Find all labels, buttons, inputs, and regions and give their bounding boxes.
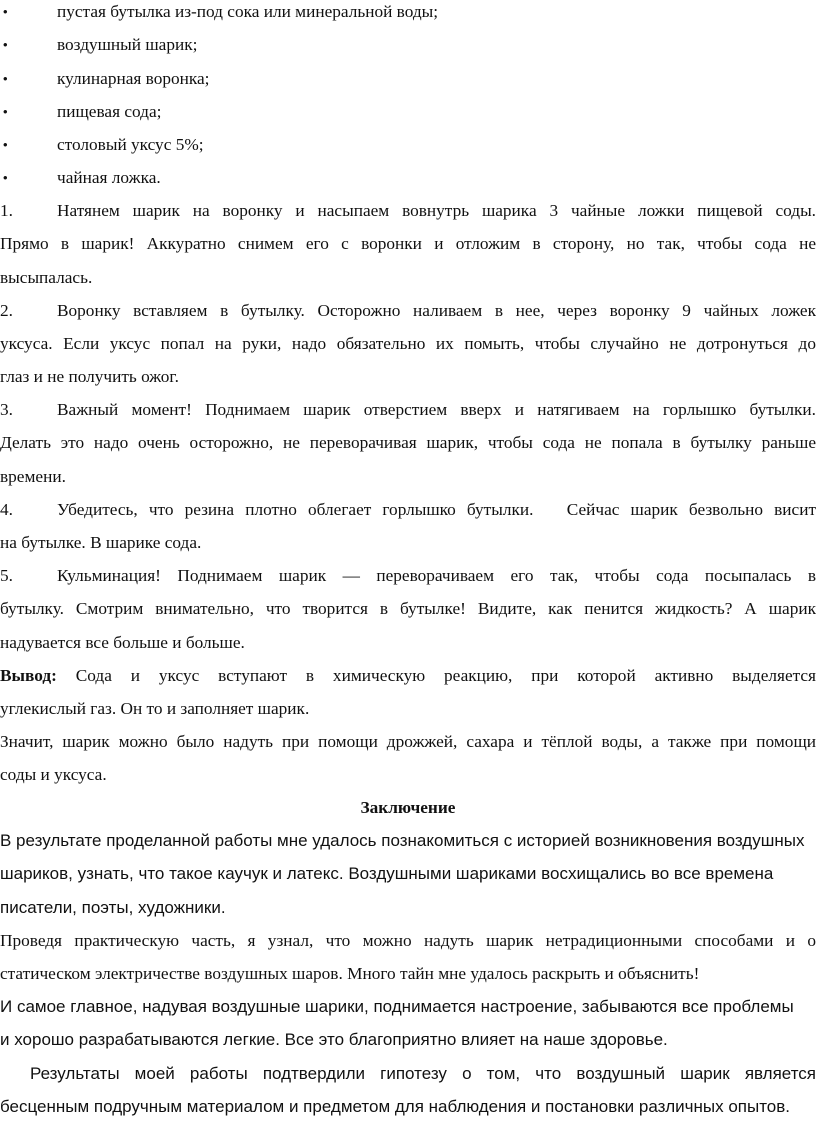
materials-list-item — [0, 33, 816, 57]
final-paragraph-line: Результаты моей работы подтвердили гипотезу о том, что воздушный шарик является — [30, 1064, 816, 1083]
bullet-mark: • — [3, 37, 8, 52]
final-paragraph-line: И самое главное, надувая воздушные шарики, поднимается настроение, забываются все проблемы — [0, 997, 794, 1016]
materials-item-text: чайная ложка. — [57, 168, 161, 187]
step-line: надувается все больше и больше. — [0, 633, 245, 652]
bullet-mark: • — [3, 4, 8, 19]
step-line: уксуса. Если уксус попал на руки, надо обязательно их помыть, чтобы случайно не дотронуться до — [0, 334, 816, 353]
materials-list-item — [0, 133, 816, 157]
section-title: Заключение — [360, 798, 456, 817]
materials-list-item — [0, 0, 816, 24]
step-line: Важный момент! Поднимаем шарик отверстием вверх и натягиваем на горлышко бутылки. — [57, 400, 816, 419]
materials-item-text: кулинарная воронка; — [57, 69, 210, 88]
final-paragraph-line: бесценным подручным материалом и предметом для наблюдения и постановки различных опытов. — [0, 1097, 791, 1116]
summary-line: соды и уксуса. — [0, 765, 107, 784]
bullet-mark: • — [3, 71, 8, 86]
materials-item-text: столовый уксус 5%; — [57, 135, 204, 154]
step-line: Прямо в шарик! Аккуратно снимем его с воронки и отложим в сторону, но так, чтобы сода не — [0, 234, 816, 253]
step-line: времени. — [0, 467, 66, 486]
bullet-mark: • — [3, 104, 8, 119]
final-paragraph-line: писатели, поэты, художники. — [0, 898, 226, 917]
bullet-mark: • — [3, 170, 8, 185]
step-line: Кульминация! Поднимаем шарик — переворачиваем его так, чтобы сода посыпалась в — [57, 566, 816, 585]
materials-list-item — [0, 166, 816, 190]
step-2 — [0, 299, 816, 323]
summary-line: Значит, шарик можно было надуть при помощи дрожжей, сахара и тёплой воды, а также при помощи — [0, 732, 816, 751]
step-line: Убедитесь, что резина плотно облегает горлышко бутылки. Сейчас шарик безвольно висит — [57, 500, 816, 519]
final-paragraph-line: и хорошо разрабатываются легкие. Все это благоприятно влияет на наше здоровье. — [0, 1030, 668, 1049]
final-paragraph-line: Проведя практическую часть, я узнал, что можно надуть шарик нетрадиционными способами и о — [0, 931, 816, 950]
conclusion-text: Сода и уксус вступают в химическую реакцию, при которой активно выделяется — [75, 666, 816, 685]
step-line: глаз и не получить ожог. — [0, 367, 179, 386]
step-number: 2. — [0, 301, 13, 320]
materials-list-item — [0, 100, 816, 124]
step-line: Воронку вставляем в бутылку. Осторожно наливаем в нее, через воронку 9 чайных ложек — [57, 301, 816, 320]
bullet-mark: • — [3, 137, 8, 152]
step-1 — [0, 199, 816, 223]
conclusion-paragraph — [0, 664, 816, 688]
materials-list-item — [0, 67, 816, 91]
materials-item-text: пустая бутылка из-под сока или минеральной воды; — [57, 2, 439, 21]
final-paragraph-line: статическом электричестве воздушных шаров. Много тайн мне удалось раскрыть и объяснить! — [0, 964, 700, 983]
step-line: высыпалась. — [0, 268, 93, 287]
step-number: 4. — [0, 500, 13, 519]
final-paragraph-line: шариков, узнать, что такое каучук и латекс. Воздушными шариками восхищались во все времена — [0, 864, 774, 883]
conclusion-label: Вывод: — [0, 666, 57, 685]
step-number: 5. — [0, 566, 13, 585]
conclusion-line: углекислый газ. Он то и заполняет шарик. — [0, 699, 310, 718]
step-number: 1. — [0, 201, 13, 220]
materials-item-text: воздушный шарик; — [57, 35, 198, 54]
step-3 — [0, 398, 816, 422]
step-line: Натянем шарик на воронку и насыпаем вовнутрь шарика 3 чайные ложки пищевой соды. — [57, 201, 816, 220]
step-line: бутылку. Смотрим внимательно, что творится в бутылке! Видите, как пенится жидкость? А шарик — [0, 599, 816, 618]
step-4 — [0, 498, 816, 522]
materials-item-text: пищевая сода; — [57, 102, 162, 121]
step-number: 3. — [0, 400, 13, 419]
final-paragraph-line: В результате проделанной работы мне удалось познакомиться с историей возникновения воздушных — [0, 831, 805, 850]
step-5 — [0, 564, 816, 588]
step-line: Делать это надо очень осторожно, не переворачивая шарик, чтобы сода не попала в бутылку раньше — [0, 433, 816, 452]
step-line: на бутылке. В шарике сода. — [0, 533, 202, 552]
